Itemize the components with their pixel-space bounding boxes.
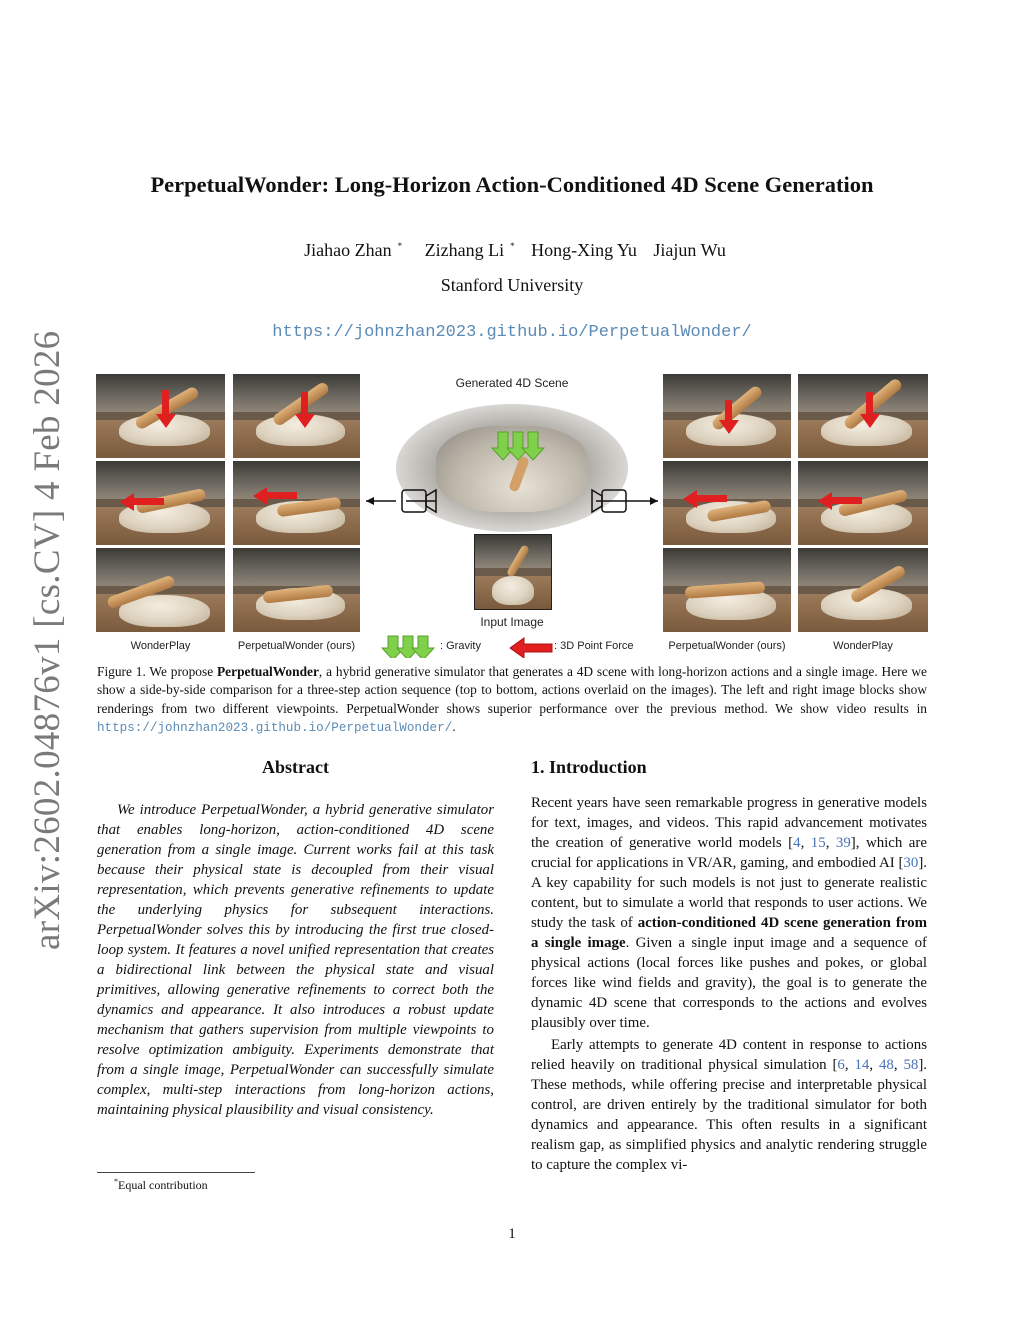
- project-url-link[interactable]: https://johnzhan2023.github.io/PerpetualWonder/: [272, 323, 752, 342]
- citation-link[interactable]: 58: [903, 1057, 919, 1073]
- footnote-divider: [97, 1172, 255, 1173]
- citation-link[interactable]: 39: [835, 835, 851, 851]
- label-wonderplay-left: WonderPlay: [130, 640, 191, 652]
- author: Jiajun Wu: [653, 240, 726, 260]
- label-ours-left: PerpetualWonder (ours): [237, 640, 356, 652]
- ours-right-frame-3: [663, 548, 791, 632]
- introduction-heading: 1. Introduction: [531, 757, 647, 777]
- abstract-text: We introduce PerpetualWonder, a hybrid generative simulator that enables long-horizon, action-conditioned 4D scene generation from a single image. Current works fail at this task because their physical state is decoupled from their visual representation, which prevents generative refinements to update the underlying physics for subsequent interactions. PerpetualWonder solves this by introducing the first true closed-loop system. It features a novel unified representation that creates a bidirectional link between the physical state and visual primitives, allowing generative refinements to correct both the dynamics and appearance. It also introduces a robust update mechanism that gathers supervision from multiple viewpoints to resolve optimization ambiguity. Experiments demonstrate that from a single image, PerpetualWonder can successfully simulate complex, multi-step interactions from long-horizon actions, maintaining physical plausibility and visual consistency.: [97, 802, 494, 1118]
- label-gravity: : Gravity: [440, 640, 481, 652]
- citation-link[interactable]: 4: [793, 835, 801, 851]
- wonderplay-right-frame-2: [798, 461, 928, 545]
- citation-link[interactable]: 6: [837, 1057, 845, 1073]
- label-ours-right: PerpetualWonder (ours): [668, 640, 786, 652]
- legend-force-arrow-icon: [510, 638, 552, 658]
- author: Jiahao Zhan *: [304, 240, 403, 260]
- ours-right-frame-1: [663, 374, 791, 458]
- citation-link[interactable]: 15: [810, 835, 826, 851]
- intro-paragraph-1: Recent years have seen remarkable progress in generative models for text, images, and videos. This rapid advancement motivates the creation of generative world models [4, 15, 39], which are crucial for applications in VR/AR, gaming, and embodied AI [30]. A key capability for such models is not just to generate realistic content, but to simulate a world that responds to user actions. We study the task of action-conditioned 4D scene generation from a single image. Given a single input image and a sequence of physical actions (local forces like pushes and pokes, or global forces like wind fields and gravity), the goal is to generate the dynamic 4D scene that corresponds to the actions and evolves plausibly over time.: [531, 795, 927, 1031]
- ours-right-frame-2: [663, 461, 791, 545]
- footnote: *Equal contribution: [114, 1177, 208, 1192]
- legend-gravity-icon: [382, 636, 434, 658]
- gravity-arrows-icon: [492, 432, 544, 460]
- caption-url-link[interactable]: https://johnzhan2023.github.io/PerpetualWonder/: [97, 721, 453, 736]
- affiliation: Stanford University: [440, 275, 584, 295]
- input-image-label: Input Image: [480, 615, 544, 629]
- citation-link[interactable]: 48: [878, 1057, 894, 1073]
- page-number: 1: [508, 1226, 516, 1242]
- label-wonderplay-right: WonderPlay: [833, 640, 893, 652]
- intro-paragraph-2: Early attempts to generate 4D content in response to actions relied heavily on traditional physical simulation [6, 14, 48, 58]. These methods, while offering precise and interpretable physical control, are driven entirely by the traditional simulator for both dynamics and appearance. This often results in a significant realism gap, as simplified physics and analytic rendering struggle to capture the complex vi-: [531, 1037, 928, 1173]
- citation-link[interactable]: 14: [854, 1057, 870, 1073]
- generated-scene-label: Generated 4D Scene: [455, 376, 569, 390]
- author: Zizhang Li *: [424, 240, 515, 260]
- figure-caption: Figure 1. We propose PerpetualWonder, a hybrid generative simulator that generates a 4D scene with long-horizon actions and a single image. Here we show a side-by-side comparison for a three-step action sequence (top to bottom, actions overlaid on the images). The left and right image blocks show renderings from two different viewpoints. PerpetualWonder shows superior performance over the previous method. We show video results in https://johnzhan2023.github.io/PerpetualWonder/.: [97, 664, 927, 736]
- wonderplay-right-frame-3: [798, 548, 928, 632]
- wonderplay-right-frame-1: [798, 374, 928, 458]
- paper-title: PerpetualWonder: Long-Horizon Action-Conditioned 4D Scene Generation: [150, 172, 874, 197]
- input-image: [474, 534, 552, 610]
- citation-link[interactable]: 30: [903, 855, 919, 871]
- rolling-pin-icon: [508, 455, 530, 492]
- arxiv-stamp: arXiv:2602.04876v1 [cs.CV] 4 Feb 2026: [27, 330, 68, 950]
- abstract-heading: Abstract: [262, 757, 329, 777]
- label-point-force: : 3D Point Force: [554, 640, 634, 652]
- author: Hong-Xing Yu: [531, 240, 637, 260]
- figure-1: [96, 374, 928, 658]
- introduction-text: [531, 793, 927, 1175]
- author-list: [0, 240, 1024, 261]
